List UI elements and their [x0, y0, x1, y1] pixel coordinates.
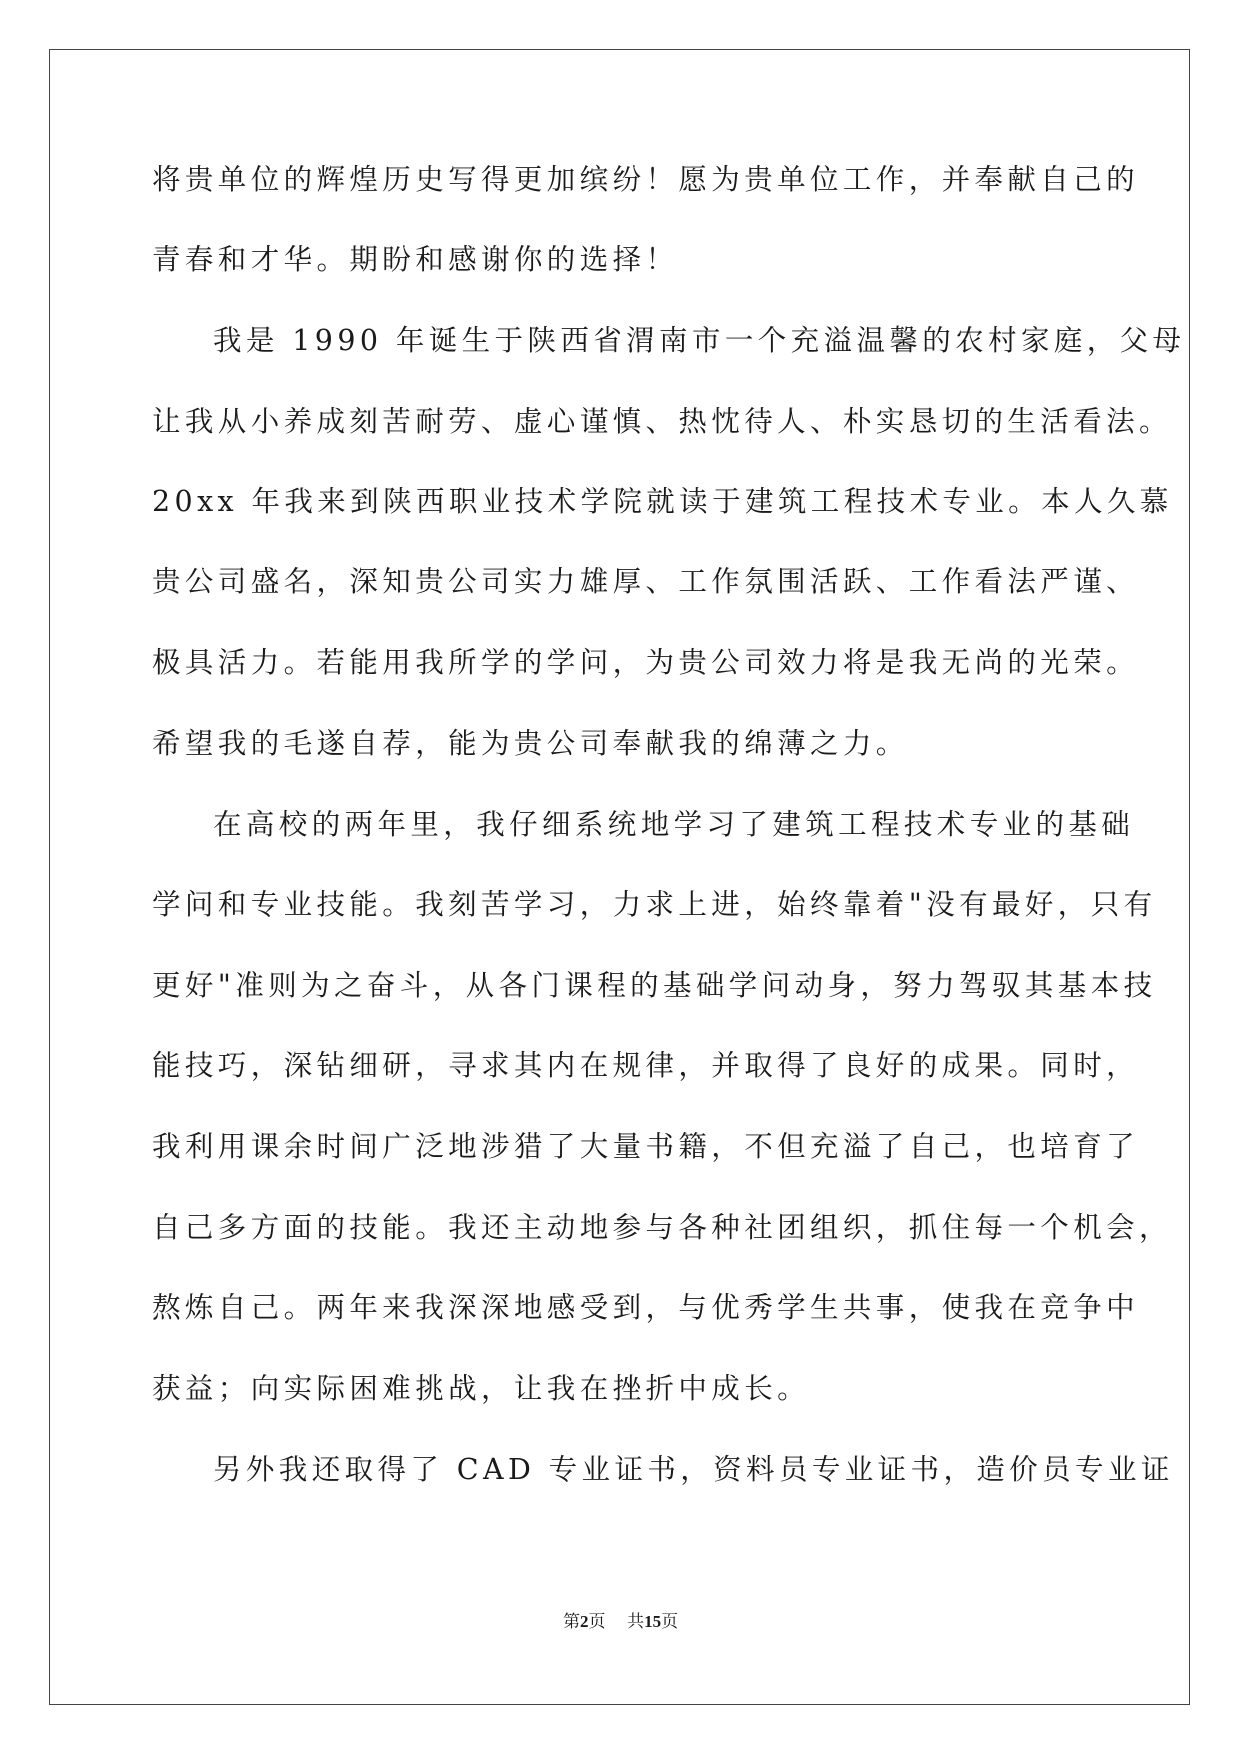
text-line: 将贵单位的辉煌历史写得更加缤纷！愿为贵单位工作，并奉献自己的: [152, 163, 1140, 196]
text-line: 熬炼自己。两年来我深深地感受到，与优秀学生共事，使我在竞争中: [152, 1291, 1140, 1324]
text-line: 极具活力。若能用我所学的学问，为贵公司效力将是我无尚的光荣。: [152, 646, 1140, 679]
text-line: 学问和专业技能。我刻苦学习，力求上进，始终靠着"没有最好，只有: [152, 888, 1157, 921]
text-line: 能技巧，深钻细研，寻求其内在规律，并取得了良好的成果。同时，: [152, 1049, 1140, 1082]
text-line: 获益；向实际困难挑战，让我在挫折中成长。: [152, 1372, 811, 1405]
total-prefix: 共: [627, 1612, 645, 1632]
text-line: 自己多方面的技能。我还主动地参与各种社团组织，抓住每一个机会，: [152, 1211, 1172, 1244]
total-pages: 15: [644, 1612, 662, 1631]
text-line: 青春和才华。期盼和感谢你的选择！: [152, 243, 679, 276]
text-line: 让我从小养成刻苦耐劳、虚心谨慎、热忱待人、朴实恳切的生活看法。: [152, 405, 1172, 438]
page-footer: [0, 1610, 1241, 1634]
total-suffix: 页: [661, 1612, 679, 1632]
text-line: 贵公司盛名，深知贵公司实力雄厚、工作氛围活跃、工作看法严谨、: [152, 565, 1140, 598]
text-line: 20xx 年我来到陕西职业技术学院就读于建筑工程技术专业。本人久慕: [152, 485, 1173, 518]
text-line: 希望我的毛遂自荐，能为贵公司奉献我的绵薄之力。: [152, 727, 909, 760]
paragraph-start-line: 在高校的两年里，我仔细系统地学习了建筑工程技术专业的基础: [213, 808, 1135, 841]
page-prefix: 第: [562, 1612, 580, 1632]
page-number: 2: [579, 1612, 589, 1631]
paragraph-start-line: 我是 1990 年诞生于陕西省渭南市一个充溢温馨的农村家庭，父母: [213, 324, 1186, 357]
page-suffix: 页: [588, 1612, 606, 1632]
text-line: 更好"准则为之奋斗，从各门课程的基础学问动身，努力驾驭其基本技: [152, 969, 1157, 1002]
text-line: 我利用课余时间广泛地涉猎了大量书籍，不但充溢了自己，也培育了: [152, 1130, 1140, 1163]
paragraph-start-line: 另外我还取得了 CAD 专业证书，资料员专业证书，造价员专业证: [213, 1453, 1174, 1486]
